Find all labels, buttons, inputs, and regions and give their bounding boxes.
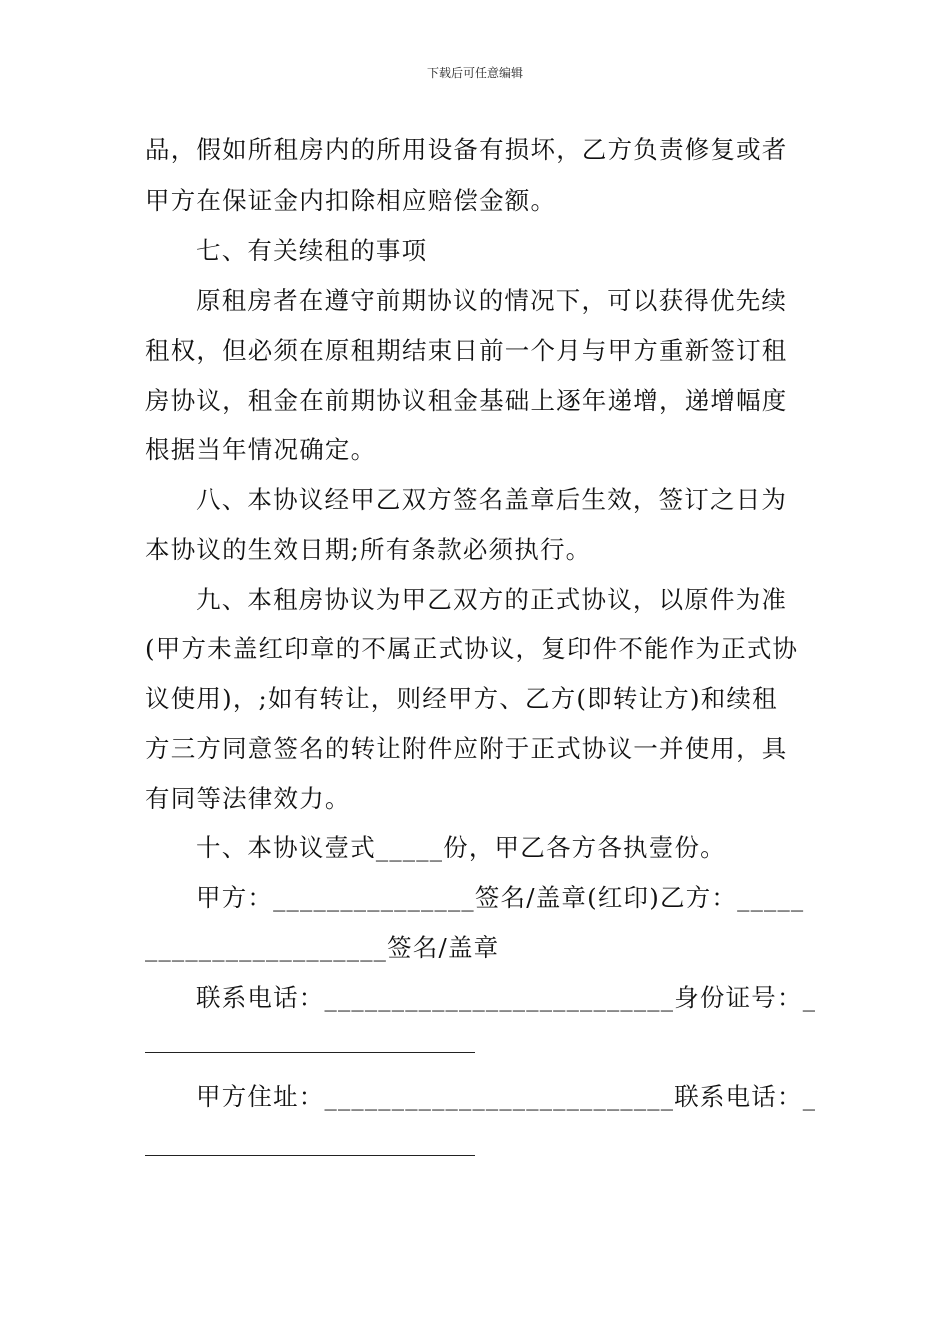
address-phone-line: 甲方住址：__________________________联系电话：_ (196, 1082, 817, 1111)
party-b-signature-line: __________________签名/盖章 (145, 933, 500, 962)
paragraph-line: 房协议，租金在前期协议租金基础上逐年递增，递增幅度 (145, 386, 788, 415)
paragraph-line: 甲方在保证金内扣除相应赔偿金额。 (145, 186, 557, 215)
paragraph-line: 议使用)，;如有转让，则经甲方、乙方(即转让方)和续租 (145, 684, 778, 713)
paragraph-line: (甲方未盖红印章的不属正式协议，复印件不能作为正式协 (145, 634, 799, 663)
paragraph-line: 本协议的生效日期;所有条款必须执行。 (145, 535, 592, 564)
paragraph-line: 根据当年情况确定。 (145, 435, 377, 464)
paragraph-line: 原租房者在遵守前期协议的情况下，可以获得优先续 (196, 286, 788, 315)
paragraph-line: 方三方同意签名的转让附件应附于正式协议一并使用，具 (145, 734, 788, 763)
section-heading-9: 九、本租房协议为甲乙双方的正式协议，以原件为准 (196, 585, 788, 614)
paragraph-line: 品，假如所租房内的所用设备有损坏，乙方负责修复或者 (145, 135, 788, 164)
paragraph-line: 有同等法律效力。 (145, 784, 351, 813)
section-heading-10: 十、本协议壹式_____份，甲乙各方各执壹份。 (196, 833, 726, 862)
party-a-signature-line: 甲方：_______________签名/盖章(红印)乙方：_____ (196, 883, 805, 912)
blank-fill-line (145, 1052, 475, 1053)
section-heading-7: 七、有关续租的事项 (196, 236, 428, 265)
blank-fill-line (145, 1155, 475, 1156)
page-header: 下载后可任意编辑 (426, 66, 523, 80)
section-heading-8: 八、本协议经甲乙双方签名盖章后生效，签订之日为 (196, 485, 788, 514)
phone-id-line: 联系电话：__________________________身份证号：_ (196, 983, 817, 1012)
paragraph-line: 租权，但必须在原租期结束日前一个月与甲方重新签订租 (145, 336, 788, 365)
